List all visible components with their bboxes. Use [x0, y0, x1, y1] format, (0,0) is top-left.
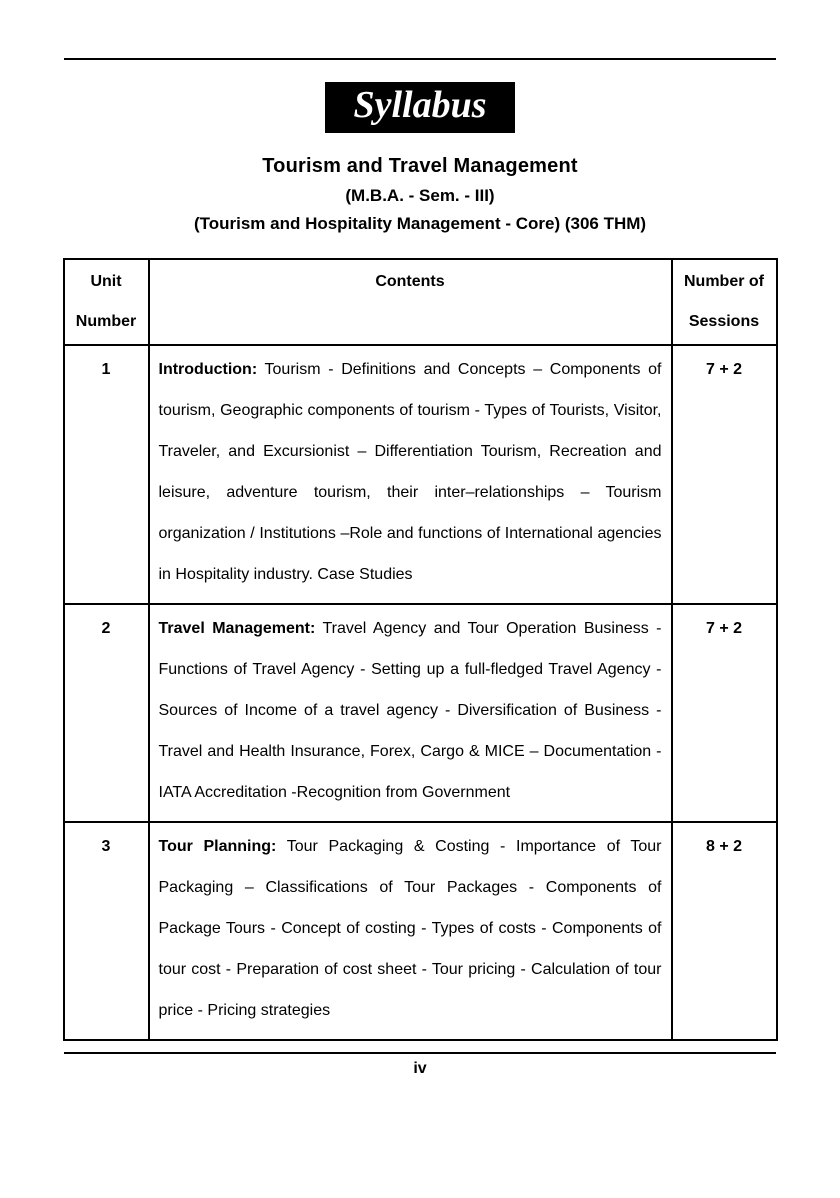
- syllabus-banner: Syllabus: [325, 82, 514, 133]
- unit-header-line2: Number: [75, 312, 137, 330]
- bottom-divider: [64, 1052, 776, 1054]
- sessions-header-line1: Number of: [684, 272, 764, 290]
- unit-header-line1: Unit: [90, 272, 122, 290]
- page-title: Tourism and Travel Management: [262, 154, 578, 177]
- sessions-cell: 8 + 2: [672, 822, 777, 1040]
- banner-container: [0, 82, 840, 133]
- sessions-cell: 7 + 2: [672, 345, 777, 604]
- syllabus-page: [0, 58, 840, 1198]
- contents-cell: [149, 345, 672, 604]
- table-row-unit-3: [64, 822, 777, 1040]
- top-divider: [64, 58, 776, 60]
- sessions-header: [672, 259, 777, 345]
- sessions-cell: 7 + 2: [672, 604, 777, 822]
- contents-cell: [149, 604, 672, 822]
- unit-topic-label: Travel Management:: [158, 619, 316, 637]
- unit-topic-label: Tour Planning:: [158, 837, 277, 855]
- unit-number-cell: 3: [64, 822, 149, 1040]
- table-header-row: [64, 259, 777, 345]
- unit-number-header: [64, 259, 149, 345]
- unit-topic-description: Tour Packaging & Costing - Importance of Tour Packaging – Classifications of Tour Packages - Components of Package Tours - Concept of costing - Types of costs - Components of tour cost - Preparation of cost sheet - Tour pricing - Calculation of tour price - Pricing strategies: [158, 837, 662, 1019]
- page-number: iv: [413, 1059, 427, 1077]
- unit-topic-description: Tourism - Definitions and Concepts – Components of tourism, Geographic components of tourism - Types of Tourists, Visitor, Traveler, and Excursionist – Differentiation Tourism, Recreation and leisure, adventure tourism, their inter–relationships – Tourism organization / Institutions –Role and functions of International agencies in Hospitality industry. Case Studies: [158, 360, 662, 583]
- syllabus-table: [63, 258, 778, 1041]
- contents-header-label: Contents: [375, 272, 445, 290]
- table-row-unit-2: [64, 604, 777, 822]
- subtitle-semester: (M.B.A. - Sem. - III): [345, 185, 495, 205]
- unit-topic-label: Introduction:: [158, 360, 258, 378]
- contents-header: [149, 259, 672, 345]
- unit-topic-description: Travel Agency and Tour Operation Business - Functions of Travel Agency - Setting up a full-fledged Travel Agency - Sources of Income of a travel agency - Diversification of Business - Travel and Health Insurance, Forex, Cargo & MICE – Documentation - IATA Accreditation -Recognition from Government: [158, 619, 662, 801]
- contents-cell: [149, 822, 672, 1040]
- unit-number-cell: 1: [64, 345, 149, 604]
- subtitle-course-code: (Tourism and Hospitality Management - Core) (306 THM): [193, 213, 647, 233]
- table-row-unit-1: [64, 345, 777, 604]
- unit-number-cell: 2: [64, 604, 149, 822]
- sessions-header-line2: Sessions: [688, 312, 760, 330]
